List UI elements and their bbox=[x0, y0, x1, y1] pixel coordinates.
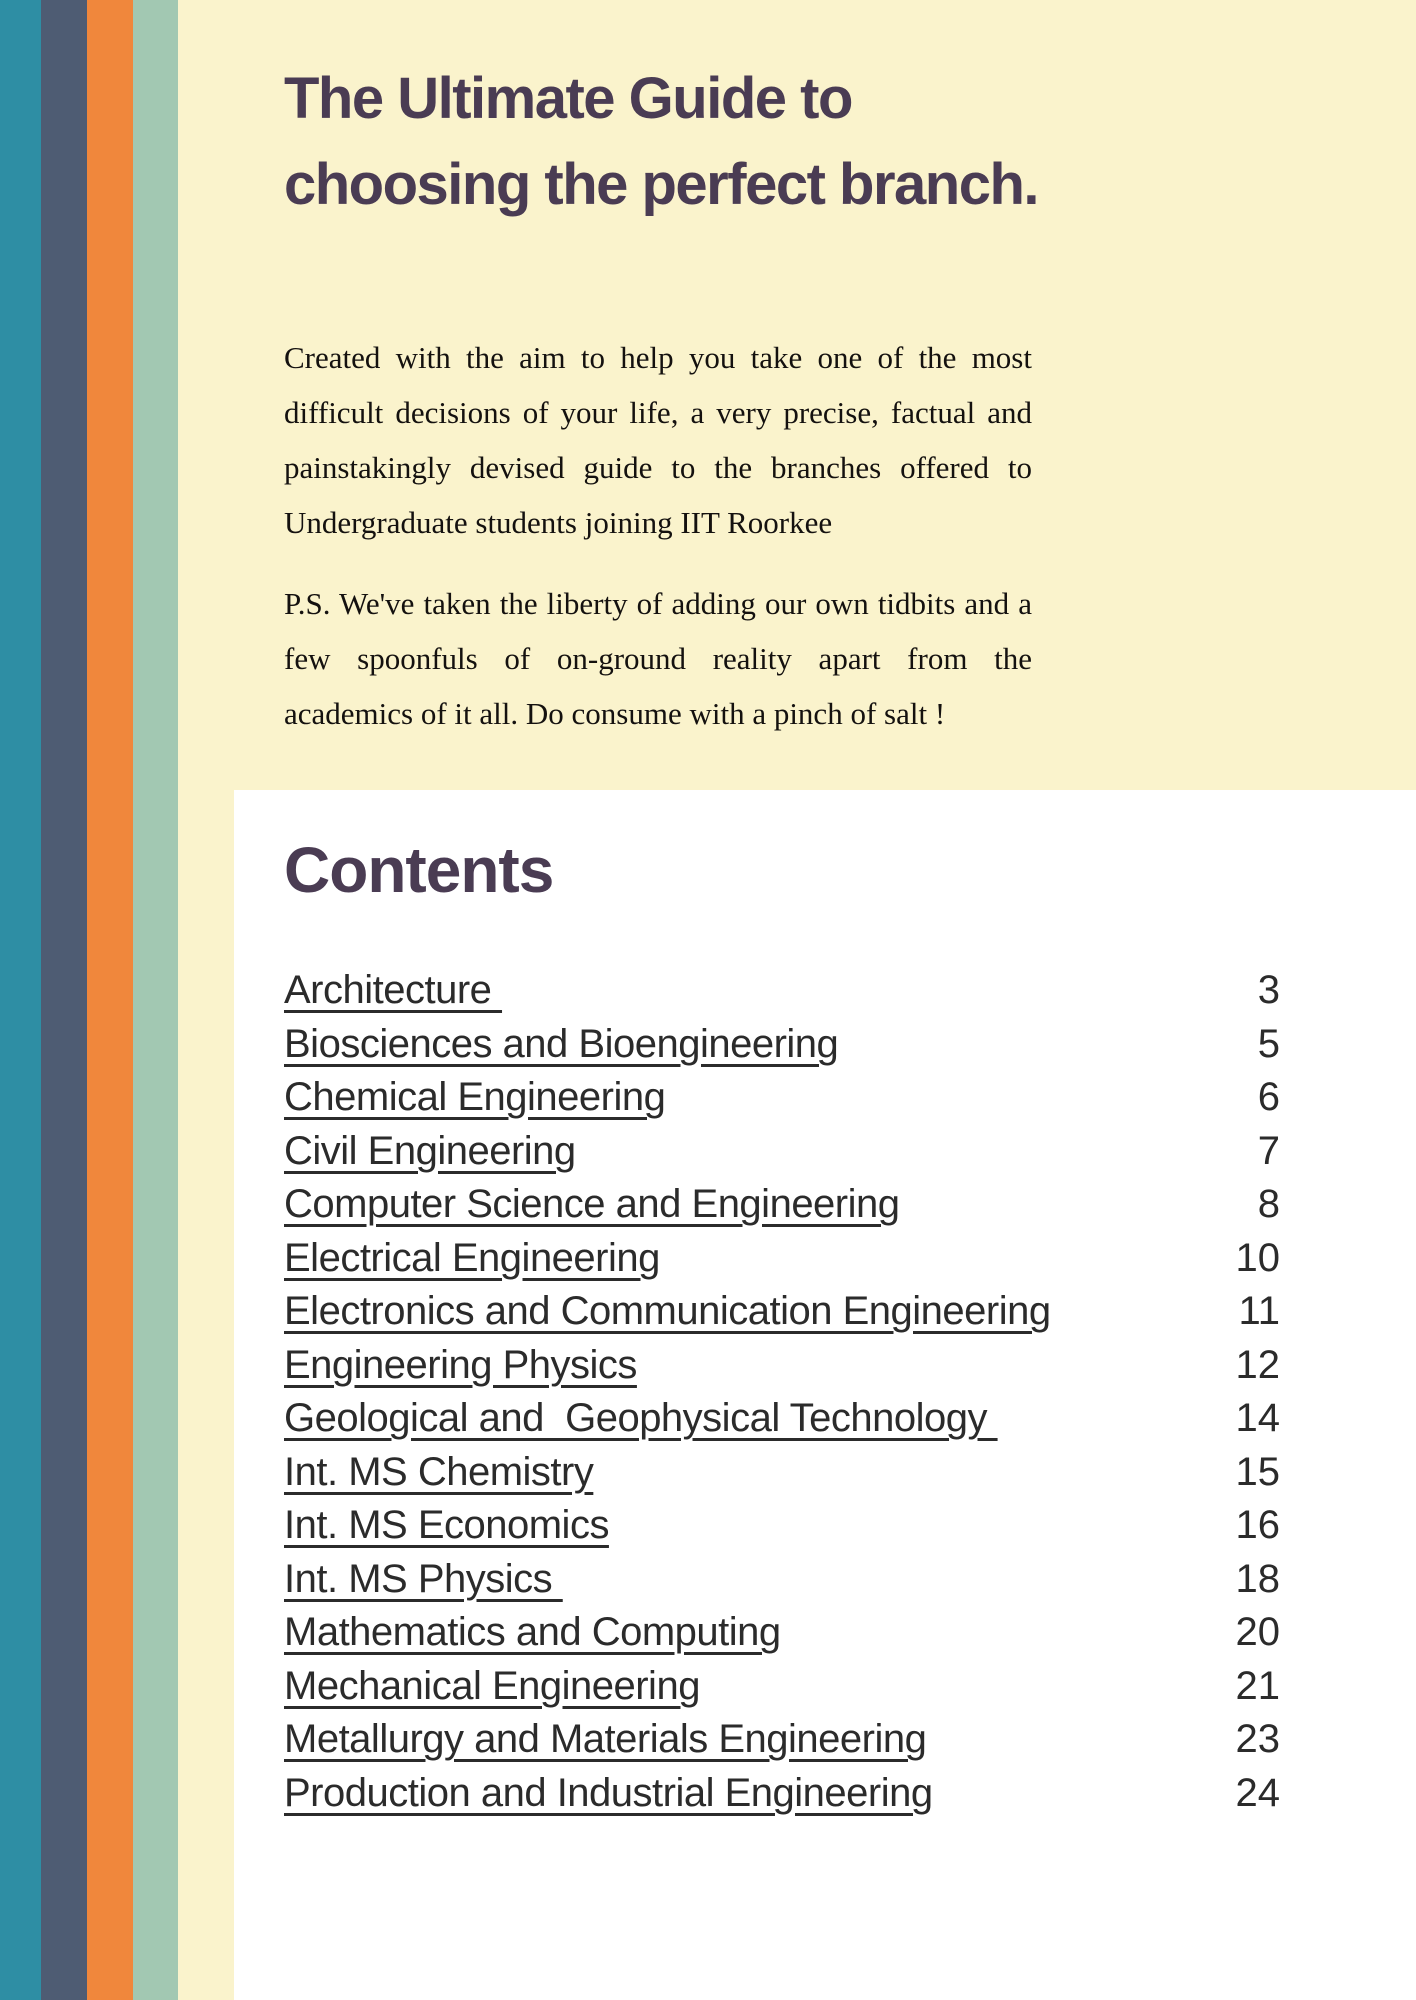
intro-paragraph-2: P.S. We've taken the liberty of adding our own tidbits and a few spoonfuls of on-ground reality apart from the academics of it all. Do consume with a pinch of salt ! bbox=[284, 586, 1032, 731]
toc-row bbox=[284, 1664, 1280, 1718]
toc-row bbox=[284, 1717, 1280, 1771]
toc-entry-page-number: 24 bbox=[1235, 1770, 1280, 1815]
toc-entry-link[interactable]: Int. MS Physics bbox=[284, 1556, 563, 1601]
toc-entry-page-number: 18 bbox=[1235, 1556, 1280, 1601]
toc-entry-link[interactable]: Biosciences and Bioengineering bbox=[284, 1021, 839, 1066]
toc-row bbox=[284, 1343, 1280, 1397]
intro-text bbox=[284, 330, 1032, 741]
toc-row bbox=[284, 1396, 1280, 1450]
toc-row bbox=[284, 1236, 1280, 1290]
toc-entry-link[interactable]: Architecture bbox=[284, 968, 503, 1012]
toc-entry-link[interactable]: Int. MS Chemistry bbox=[284, 1449, 594, 1494]
toc-row bbox=[284, 1182, 1280, 1236]
toc-entry-page-number: 15 bbox=[1235, 1449, 1280, 1494]
toc-entry-page-number: 14 bbox=[1235, 1396, 1280, 1440]
toc-entry-link[interactable]: Electrical Engineering bbox=[284, 1235, 660, 1280]
toc-entry-page-number: 16 bbox=[1235, 1503, 1280, 1547]
page-title bbox=[284, 56, 1084, 228]
toc-entry-page-number: 11 bbox=[1238, 1289, 1280, 1333]
toc-entry-link[interactable]: Geological and Geophysical Technology bbox=[284, 1396, 998, 1440]
toc-entry-link[interactable]: Metallurgy and Materials Engineering bbox=[284, 1717, 927, 1761]
toc-row bbox=[284, 1610, 1280, 1664]
toc-row bbox=[284, 1503, 1280, 1557]
toc-entry-page-number: 7 bbox=[1257, 1128, 1280, 1173]
toc-entry-link[interactable]: Mechanical Engineering bbox=[284, 1663, 700, 1708]
toc-entry-page-number: 20 bbox=[1235, 1610, 1280, 1654]
stripe-orange bbox=[87, 0, 133, 2000]
toc-row bbox=[284, 1075, 1280, 1129]
page-title-line2: choosing the perfect branch. bbox=[284, 152, 1038, 217]
intro-paragraph-1: Created with the aim to help you take one of the most difficult decisions of your life, a very precise, factual and painstakingly devised guide to the branches offered to Undergraduate students joining IIT Roorkee bbox=[284, 340, 1032, 540]
toc-entry-link[interactable]: Civil Engineering bbox=[284, 1128, 576, 1173]
stripe-slate bbox=[41, 0, 87, 2000]
toc-entry-page-number: 5 bbox=[1257, 1021, 1280, 1066]
toc-entry-page-number: 10 bbox=[1235, 1235, 1280, 1280]
toc-entry-page-number: 12 bbox=[1235, 1342, 1280, 1387]
contents-heading: Contents bbox=[284, 834, 554, 906]
toc-row bbox=[284, 1022, 1280, 1076]
header-block bbox=[284, 56, 1084, 228]
stripe-sage bbox=[133, 0, 178, 2000]
page-title-line1: The Ultimate Guide to bbox=[284, 66, 852, 131]
toc-entry-link[interactable]: Engineering Physics bbox=[284, 1342, 637, 1387]
toc-entry-page-number: 6 bbox=[1257, 1075, 1280, 1119]
table-of-contents bbox=[284, 968, 1280, 1824]
toc-row bbox=[284, 1557, 1280, 1611]
toc-entry-link[interactable]: Int. MS Economics bbox=[284, 1503, 609, 1547]
toc-entry-page-number: 8 bbox=[1257, 1182, 1280, 1226]
toc-row bbox=[284, 1771, 1280, 1825]
toc-row bbox=[284, 1289, 1280, 1343]
toc-entry-link[interactable]: Computer Science and Engineering bbox=[284, 1182, 900, 1226]
toc-entry-page-number: 23 bbox=[1235, 1717, 1280, 1761]
toc-entry-page-number: 21 bbox=[1235, 1663, 1280, 1708]
contents-panel bbox=[234, 790, 1416, 2000]
toc-row bbox=[284, 968, 1280, 1022]
toc-entry-page-number: 3 bbox=[1257, 968, 1280, 1012]
toc-entry-link[interactable]: Production and Industrial Engineering bbox=[284, 1770, 933, 1815]
toc-entry-link[interactable]: Electronics and Communication Engineering bbox=[284, 1289, 1051, 1333]
stripe-teal bbox=[0, 0, 41, 2000]
toc-entry-link[interactable]: Mathematics and Computing bbox=[284, 1610, 781, 1654]
toc-row bbox=[284, 1450, 1280, 1504]
toc-entry-link[interactable]: Chemical Engineering bbox=[284, 1075, 666, 1119]
toc-row bbox=[284, 1129, 1280, 1183]
